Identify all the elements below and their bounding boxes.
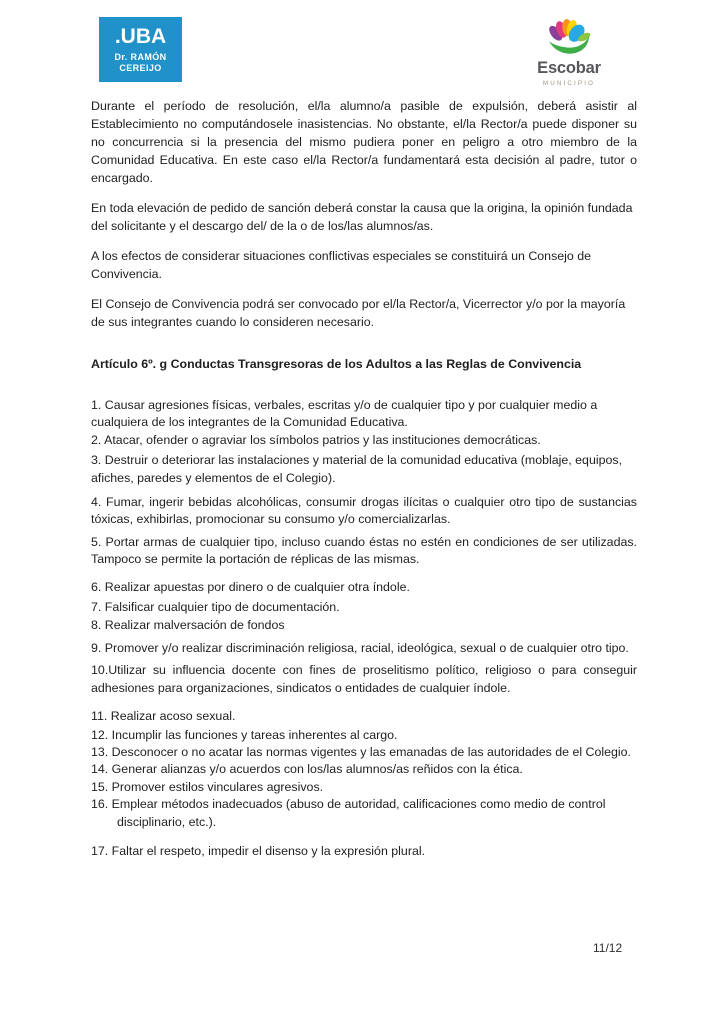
page-number: 11/12 xyxy=(593,941,623,955)
conduct-list-item: 15. Promover estilos vinculares agresivos. xyxy=(91,779,324,794)
uba-logo-subtitle-1: Dr. RAMÓN xyxy=(114,52,167,62)
conduct-list-item: 4. Fumar, ingerir bebidas alcohólicas, consumir drogas ilícitas o cualquier otro tipo de sustancias tóxicas, exhibirlas, promocionar su consumo y/o comercializarlas. xyxy=(91,495,637,527)
escobar-flower-icon xyxy=(546,18,592,58)
conduct-list-item: 10.Utilizar su influencia docente con fines de proselitismo político, religioso o para conseguir adhesiones para organizaciones, sindicatos o entidades de cualquier índole. xyxy=(91,663,637,695)
body-paragraph: En toda elevación de pedido de sanción deberá constar la causa que la origina, la opinión fundada del solicitante y el descargo del/ de la o de los/las alumnos/as. xyxy=(91,201,633,233)
escobar-logo-subtitle: MUNICIPIO xyxy=(542,80,596,87)
conduct-list-item: 7. Falsificar cualquier tipo de documentación. xyxy=(91,600,340,615)
escobar-logo xyxy=(535,18,603,87)
conduct-list-item: 11. Realizar acoso sexual. xyxy=(91,709,236,724)
document-body xyxy=(91,97,637,860)
body-paragraph: Durante el período de resolución, el/la alumno/a pasible de expulsión, deberá asistir al Establecimiento no computándosele inasistencias. No obstante, el/la Rector/a puede disponer su no concurrencia si la presencia del mismo pudiera poner en peligro a otro miembro de la Comunidad Educativa. En este caso el/la Rector/a fundamentará esta decisión al padre, tutor o encargado. xyxy=(91,99,637,185)
body-paragraph: A los efectos de considerar situaciones conflictivas especiales se constituirá un Consejo de Convivencia. xyxy=(91,249,592,281)
conduct-list-item: 17. Faltar el respeto, impedir el disenso y la expresión plural. xyxy=(91,843,426,858)
conduct-list-item: 13. Desconocer o no acatar las normas vigentes y las emanadas de las autoridades de el Colegio. xyxy=(91,744,631,759)
conduct-list-item: 16. Emplear métodos inadecuados (abuso de autoridad, calificaciones como medio de control disciplinario, etc.). xyxy=(91,797,606,829)
conduct-list xyxy=(91,397,637,860)
conduct-list-item: 12. Incumplir las funciones y tareas inherentes al cargo. xyxy=(91,727,398,742)
section-heading: Artículo 6º. g Conductas Transgresoras de los Adultos a las Reglas de Convivencia xyxy=(91,357,582,371)
uba-logo-subtitle-2: CEREIJO xyxy=(119,63,162,73)
conduct-list-item: 2. Atacar, ofender o agraviar los símbolos patrios y las instituciones democráticas. xyxy=(91,432,541,447)
conduct-list-item: 3. Destruir o deteriorar las instalaciones y material de la comunidad educativa (moblaje, equipos, afiches, paredes y elementos de el Colegio). xyxy=(91,453,623,485)
conduct-list-item: 8. Realizar malversación de fondos xyxy=(91,618,285,633)
conduct-list-item: 5. Portar armas de cualquier tipo, incluso cuando éstas no estén en condiciones de ser utilizadas. Tampoco se permite la portación de réplicas de las mismas. xyxy=(91,534,637,567)
escobar-logo-name: Escobar xyxy=(537,59,601,77)
body-paragraph: El Consejo de Convivencia podrá ser convocado por el/la Rector/a, Vicerrector y/o por la mayoría de sus integrantes cuando lo consideren necesario. xyxy=(91,297,626,329)
conduct-list-item: 9. Promover y/o realizar discriminación religiosa, racial, ideológica, sexual o de cualquier otro tipo. xyxy=(91,640,629,655)
conduct-list-item: 14. Generar alianzas y/o acuerdos con los/las alumnos/as reñidos con la ética. xyxy=(91,762,523,777)
uba-logo-title: .UBA xyxy=(114,25,167,48)
uba-logo xyxy=(99,17,182,82)
conduct-list-item: 1. Causar agresiones físicas, verbales, escritas y/o de cualquier tipo y por cualquier medio a cualquiera de los integrantes de la Comunidad Educativa. xyxy=(91,398,598,430)
conduct-list-item: 6. Realizar apuestas por dinero o de cualquier otra índole. xyxy=(91,579,410,594)
